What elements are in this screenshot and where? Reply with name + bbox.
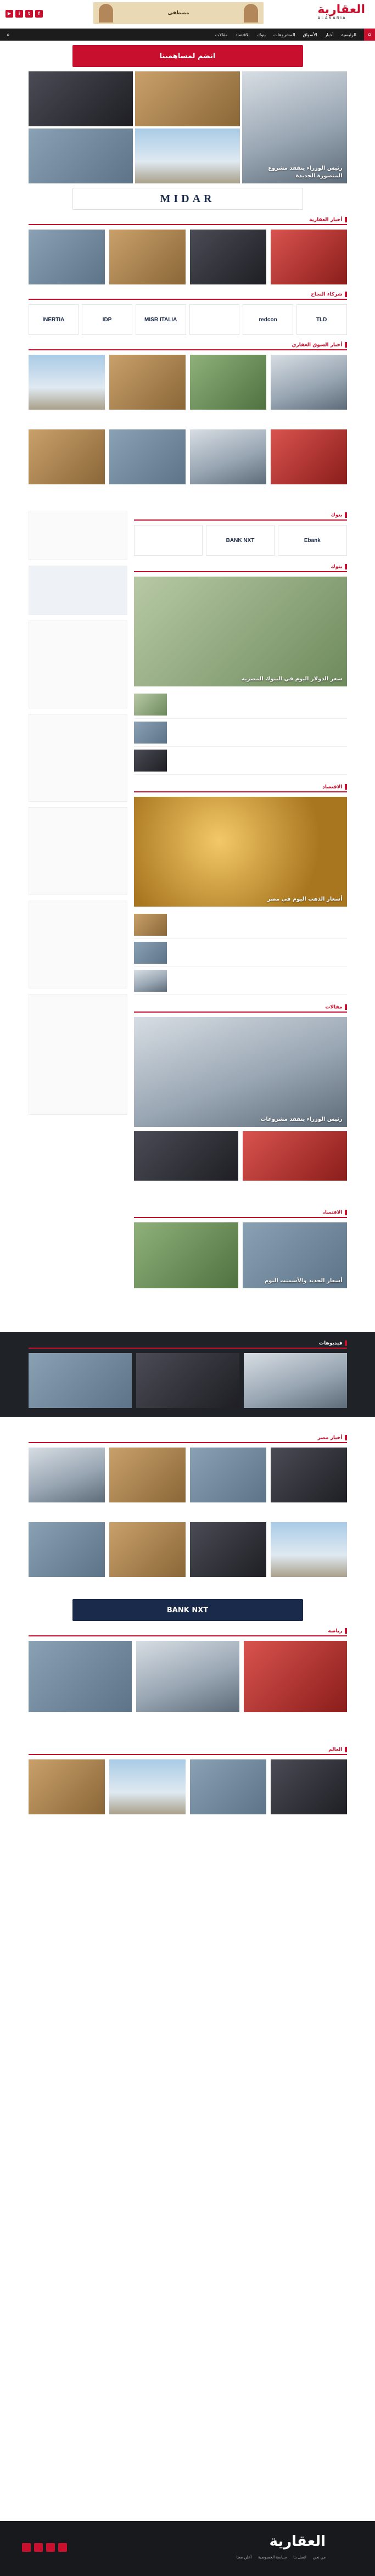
news-image <box>29 1448 105 1502</box>
list-item-image <box>134 970 167 992</box>
section-header <box>29 1745 347 1755</box>
sidebar-ad[interactable] <box>29 511 127 560</box>
news-card[interactable] <box>271 355 347 410</box>
feature-title: أسعار الحديد والأسمنت اليوم <box>264 1278 343 1284</box>
section-header <box>29 1433 347 1443</box>
news-card[interactable] <box>109 1759 186 1814</box>
news-card[interactable] <box>271 1448 347 1502</box>
section-header <box>29 1627 347 1636</box>
news-image <box>243 1131 347 1181</box>
news-image <box>109 429 186 484</box>
economy-list <box>134 911 347 995</box>
news-image <box>190 355 266 410</box>
news-image <box>109 1759 186 1814</box>
partner-logo[interactable]: redcon <box>243 304 293 335</box>
hero-card[interactable] <box>29 71 133 126</box>
list-item-text <box>170 750 347 772</box>
section-header <box>134 1208 347 1218</box>
latest-news-section <box>29 215 347 284</box>
news-card[interactable] <box>244 1641 347 1712</box>
section-header <box>29 340 347 350</box>
banks-list <box>134 691 347 775</box>
news-image <box>109 355 186 410</box>
local-grid-row-1 <box>29 1448 347 1502</box>
nav-item-projects[interactable]: المشروعات <box>273 32 295 37</box>
section-title: بنوك <box>331 512 347 520</box>
banks-main-column <box>134 511 347 1288</box>
banks-logos <box>134 525 347 556</box>
bank-logo[interactable] <box>134 525 203 556</box>
section-header <box>29 215 347 225</box>
feature-grid <box>134 1131 347 1181</box>
list-item[interactable] <box>134 691 347 719</box>
news-image <box>109 1448 186 1502</box>
news-image <box>109 230 186 284</box>
feature-title: سعر الدولار اليوم في البنوك المصرية <box>241 676 343 682</box>
list-item[interactable] <box>134 747 347 775</box>
footer-link[interactable]: من نحن <box>312 2555 326 2560</box>
footer-social <box>22 2543 67 2552</box>
section-title: أخبار السوق العقاري <box>292 342 346 350</box>
midar-ad[interactable]: MIDAR <box>72 188 303 210</box>
hero-card[interactable] <box>135 128 240 183</box>
feature-title: رئيس الوزراء يتفقد مشروعات <box>260 1116 343 1122</box>
nav-item-news[interactable]: أخبار <box>324 32 334 37</box>
feature-card-ministers[interactable] <box>134 1017 347 1127</box>
nav-item-economy[interactable]: الاقتصاد <box>235 32 250 37</box>
partner-logo[interactable]: IDP <box>82 304 132 335</box>
partner-logo[interactable]: INERTIA <box>29 304 79 335</box>
news-card[interactable] <box>134 1131 238 1181</box>
instagram-icon[interactable] <box>34 2543 43 2552</box>
site-footer <box>0 2521 375 2576</box>
search-icon[interactable]: ⌕ <box>7 31 10 38</box>
section-header <box>29 1339 347 1349</box>
video-thumbnail <box>29 1353 132 1408</box>
bank-logo[interactable]: BANK NXT <box>206 525 275 556</box>
section-title: أخبار مصر <box>318 1435 347 1443</box>
news-card[interactable] <box>109 355 186 410</box>
list-item-text <box>170 722 347 744</box>
news-image <box>190 1522 266 1577</box>
list-item-text <box>170 970 347 992</box>
market-grid-row-1 <box>29 355 347 410</box>
feature-card-gold[interactable] <box>134 797 347 907</box>
section-header <box>134 511 347 521</box>
hero-main-card[interactable] <box>242 71 347 183</box>
news-image <box>271 1759 347 1814</box>
news-image <box>244 1641 347 1712</box>
section-header <box>134 562 347 572</box>
logo-english: ALAKARIA <box>317 16 346 20</box>
list-item-image <box>134 750 167 772</box>
news-card[interactable] <box>243 1131 347 1181</box>
footer-link[interactable]: أعلن معنا <box>236 2555 252 2560</box>
world-section <box>29 1745 347 1814</box>
news-card[interactable] <box>29 1759 105 1814</box>
section-title: فيديوهات <box>319 1340 346 1348</box>
videos-grid <box>29 1353 347 1408</box>
partners-section <box>29 290 347 335</box>
news-card[interactable] <box>190 1522 266 1577</box>
site-header <box>0 0 375 29</box>
news-card[interactable] <box>29 355 105 410</box>
youtube-icon[interactable] <box>22 2543 31 2552</box>
news-image <box>29 230 105 284</box>
twitter-icon[interactable] <box>46 2543 55 2552</box>
section-title: شركاء النجاح <box>311 292 346 299</box>
sidebar-ad[interactable] <box>29 621 127 708</box>
footer-logo[interactable]: العقارية <box>269 2533 326 2550</box>
list-item-image <box>134 722 167 744</box>
video-card[interactable] <box>136 1353 239 1408</box>
news-image <box>271 429 347 484</box>
sports-grid <box>29 1641 347 1712</box>
section-header <box>134 783 347 792</box>
list-item[interactable] <box>134 967 347 995</box>
news-card[interactable] <box>190 355 266 410</box>
section-title: الاقتصاد <box>322 1210 346 1217</box>
header-ad-banner[interactable] <box>93 2 264 24</box>
news-card[interactable] <box>136 1641 239 1712</box>
footer-link[interactable]: سياسة الخصوصية <box>258 2555 287 2560</box>
twitter-icon[interactable]: t <box>25 10 33 18</box>
news-card[interactable] <box>29 1641 132 1712</box>
local-grid-row-2 <box>29 1522 347 1577</box>
nav-item-articles[interactable]: مقالات <box>215 32 228 37</box>
sidebar-ad[interactable] <box>29 901 127 988</box>
local-news-section <box>29 1433 347 1577</box>
partner-logo[interactable] <box>189 304 240 335</box>
list-item[interactable] <box>134 719 347 747</box>
news-image <box>271 355 347 410</box>
news-image <box>29 1522 105 1577</box>
bank-logo[interactable]: Ebank <box>278 525 346 556</box>
video-card[interactable] <box>244 1353 347 1408</box>
market-section <box>29 340 347 484</box>
video-thumbnail <box>244 1353 347 1408</box>
sidebar-ad[interactable] <box>29 807 127 895</box>
main-navigation <box>0 29 375 41</box>
banner-text: مصطفى <box>167 10 189 16</box>
footer-link[interactable]: اتصل بنا <box>293 2555 306 2560</box>
news-image <box>271 1448 347 1502</box>
youtube-icon[interactable]: ▶ <box>5 10 13 18</box>
section-header <box>29 290 347 300</box>
feature-title: أسعار الذهب اليوم في مصر <box>267 896 343 902</box>
news-image <box>190 429 266 484</box>
news-image <box>29 1759 105 1814</box>
list-item-text <box>170 914 347 936</box>
nav-item-home[interactable]: الرئيسية <box>341 32 356 37</box>
news-card[interactable] <box>29 1448 105 1502</box>
feature-card-money[interactable] <box>134 577 347 686</box>
hero-card[interactable] <box>29 128 133 183</box>
world-grid <box>29 1759 347 1814</box>
videos-section <box>0 1332 375 1417</box>
logo-arabic: العقارية <box>317 3 365 16</box>
nav-item-markets[interactable]: الأسواق <box>303 32 317 37</box>
lower-content <box>29 1433 347 1814</box>
section-title: رياضة <box>328 1628 346 1636</box>
news-image <box>29 1641 132 1712</box>
steel-grid <box>134 1222 347 1288</box>
news-image <box>271 230 347 284</box>
section-header <box>134 1003 347 1013</box>
news-card[interactable] <box>29 1522 105 1577</box>
news-card[interactable] <box>109 1448 186 1502</box>
video-card[interactable] <box>29 1353 132 1408</box>
list-item-text <box>170 942 347 964</box>
news-card[interactable] <box>29 230 105 284</box>
sports-section <box>29 1627 347 1712</box>
home-icon[interactable]: ⌂ <box>364 29 375 41</box>
news-image <box>190 1759 266 1814</box>
partner-logo[interactable]: TLD <box>296 304 347 335</box>
banner-person-image <box>244 4 258 23</box>
sidebar-ad[interactable] <box>29 566 127 615</box>
news-image <box>29 355 105 410</box>
news-card[interactable] <box>271 230 347 284</box>
list-item-image <box>134 942 167 964</box>
banner-person-image <box>99 4 113 23</box>
news-card[interactable] <box>134 1222 238 1288</box>
news-card[interactable] <box>190 429 266 484</box>
news-image <box>29 429 105 484</box>
facebook-icon[interactable] <box>58 2543 67 2552</box>
market-grid-row-2 <box>29 429 347 484</box>
main-content <box>29 45 347 1288</box>
section-title: مقالات <box>325 1004 346 1012</box>
section-title: الاقتصاد <box>322 784 346 792</box>
video-thumbnail <box>136 1353 239 1408</box>
list-item[interactable] <box>134 911 347 939</box>
news-card[interactable] <box>190 230 266 284</box>
news-card[interactable] <box>109 429 186 484</box>
bank-nxt-ad[interactable]: BANK NXT <box>72 1599 303 1621</box>
news-card[interactable] <box>109 230 186 284</box>
sidebar-ad[interactable] <box>29 994 127 1115</box>
feature-card-steel[interactable] <box>243 1222 347 1288</box>
news-image <box>109 1522 186 1577</box>
hero-card[interactable] <box>135 71 240 126</box>
list-item[interactable] <box>134 939 347 967</box>
partners-logos <box>29 304 347 335</box>
nav-item-banks[interactable]: بنوك <box>257 32 266 37</box>
list-item-image <box>134 694 167 716</box>
site-logo[interactable] <box>317 3 365 20</box>
instagram-icon[interactable]: i <box>15 10 23 18</box>
news-image <box>134 1131 238 1181</box>
news-image <box>136 1641 239 1712</box>
partner-logo[interactable]: MISR ITALIA <box>136 304 186 335</box>
section-title: أخبار العقارية <box>309 217 346 225</box>
news-card[interactable] <box>271 1759 347 1814</box>
news-card[interactable] <box>190 1448 266 1502</box>
top-red-ad[interactable]: انضم لمساهمينا <box>72 45 303 67</box>
section-title: بنوك <box>331 564 347 572</box>
news-image <box>271 1522 347 1577</box>
news-card[interactable] <box>190 1759 266 1814</box>
news-image <box>190 1448 266 1502</box>
news-card[interactable] <box>271 1522 347 1577</box>
facebook-icon[interactable]: f <box>35 10 43 18</box>
footer-links <box>237 2555 326 2560</box>
news-card[interactable] <box>271 429 347 484</box>
sidebar <box>29 511 127 1288</box>
section-title: العالم <box>328 1747 346 1754</box>
news-card[interactable] <box>109 1522 186 1577</box>
hero-grid <box>29 71 347 183</box>
banks-economy-area <box>29 511 347 1288</box>
header-social-links <box>5 10 43 18</box>
list-item-text <box>170 694 347 716</box>
sidebar-ad[interactable] <box>29 714 127 802</box>
hero-main-title: رئيس الوزراء يتفقد مشروع المنصورة الجديدة <box>268 165 343 179</box>
news-card[interactable] <box>29 429 105 484</box>
latest-news-grid <box>29 230 347 284</box>
news-image <box>190 230 266 284</box>
list-item-image <box>134 914 167 936</box>
